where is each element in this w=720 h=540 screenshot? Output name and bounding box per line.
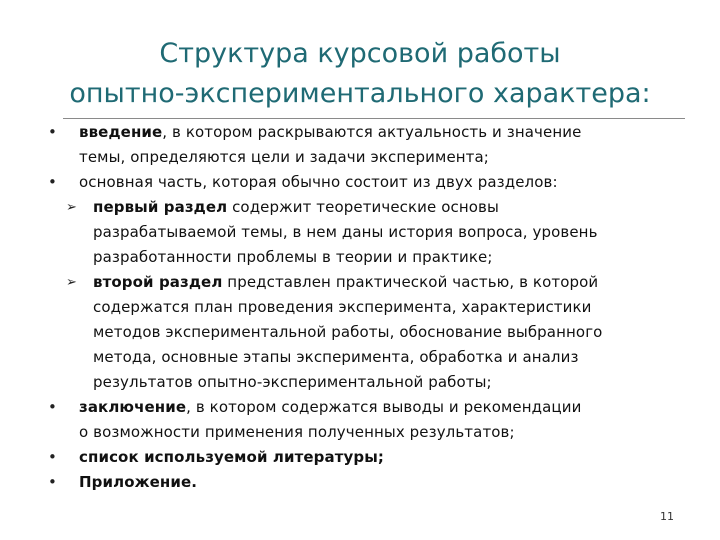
item-text: , в котором содержатся выводы и рекомендации <box>186 398 582 416</box>
page-number: 11 <box>660 510 674 523</box>
title-line-2: опытно-экспериментального характера: <box>69 78 651 109</box>
item-line: разрабатываемой темы, в нем даны история вопроса, уровень <box>93 223 598 241</box>
item-text: , в котором раскрываются актуальность и значение <box>162 123 582 141</box>
item-line: основная часть, которая обычно состоит из двух разделов: <box>79 173 558 191</box>
item-line <box>0 470 720 495</box>
title-line-1: Структура курсовой работы <box>159 38 561 69</box>
item-line <box>0 445 720 470</box>
list-item-appendix <box>0 470 720 495</box>
item-line: темы, определяются цели и задачи эксперимента; <box>79 148 489 166</box>
item-line <box>0 120 720 145</box>
slide-title <box>40 34 680 114</box>
item-bold-term: список используемой литературы; <box>79 448 384 466</box>
item-line <box>0 195 720 220</box>
bullet-icon: • <box>48 473 57 491</box>
bullet-icon: • <box>48 123 57 141</box>
bullet-icon: • <box>48 448 57 466</box>
item-line: о возможности применения полученных результатов; <box>79 423 515 441</box>
item-line: содержатся план проведения эксперимента, характеристики <box>93 298 592 316</box>
item-line: метода, основные этапы эксперимента, обработка и анализ <box>93 348 579 366</box>
item-text: представлен практической частью, в которой <box>222 273 599 291</box>
item-bold-term: Приложение. <box>79 473 198 491</box>
sub-item-first-section <box>0 195 720 270</box>
item-line <box>0 270 720 295</box>
slide-content <box>0 120 720 495</box>
arrow-bullet-icon: ➢ <box>66 275 77 290</box>
item-bold-term: второй раздел <box>93 273 223 291</box>
list-item-conclusion <box>0 395 720 445</box>
item-line: методов экспериментальной работы, обоснование выбранного <box>93 323 603 341</box>
bullet-icon: • <box>48 173 57 191</box>
arrow-bullet-icon: ➢ <box>66 200 77 215</box>
item-line: результатов опытно-экспериментальной работы; <box>93 373 492 391</box>
item-bold-term: первый раздел <box>93 198 228 216</box>
list-item-main-part <box>0 170 720 195</box>
item-text: содержит теоретические основы <box>227 198 499 216</box>
list-item-references <box>0 445 720 470</box>
item-line: разработанности проблемы в теории и практике; <box>93 248 493 266</box>
bullet-icon: • <box>48 398 57 416</box>
item-bold-term: заключение <box>79 398 187 416</box>
sub-item-second-section <box>0 270 720 395</box>
list-item-introduction <box>0 120 720 170</box>
item-bold-term: введение <box>79 123 163 141</box>
item-line <box>0 395 720 420</box>
title-divider <box>63 118 685 119</box>
